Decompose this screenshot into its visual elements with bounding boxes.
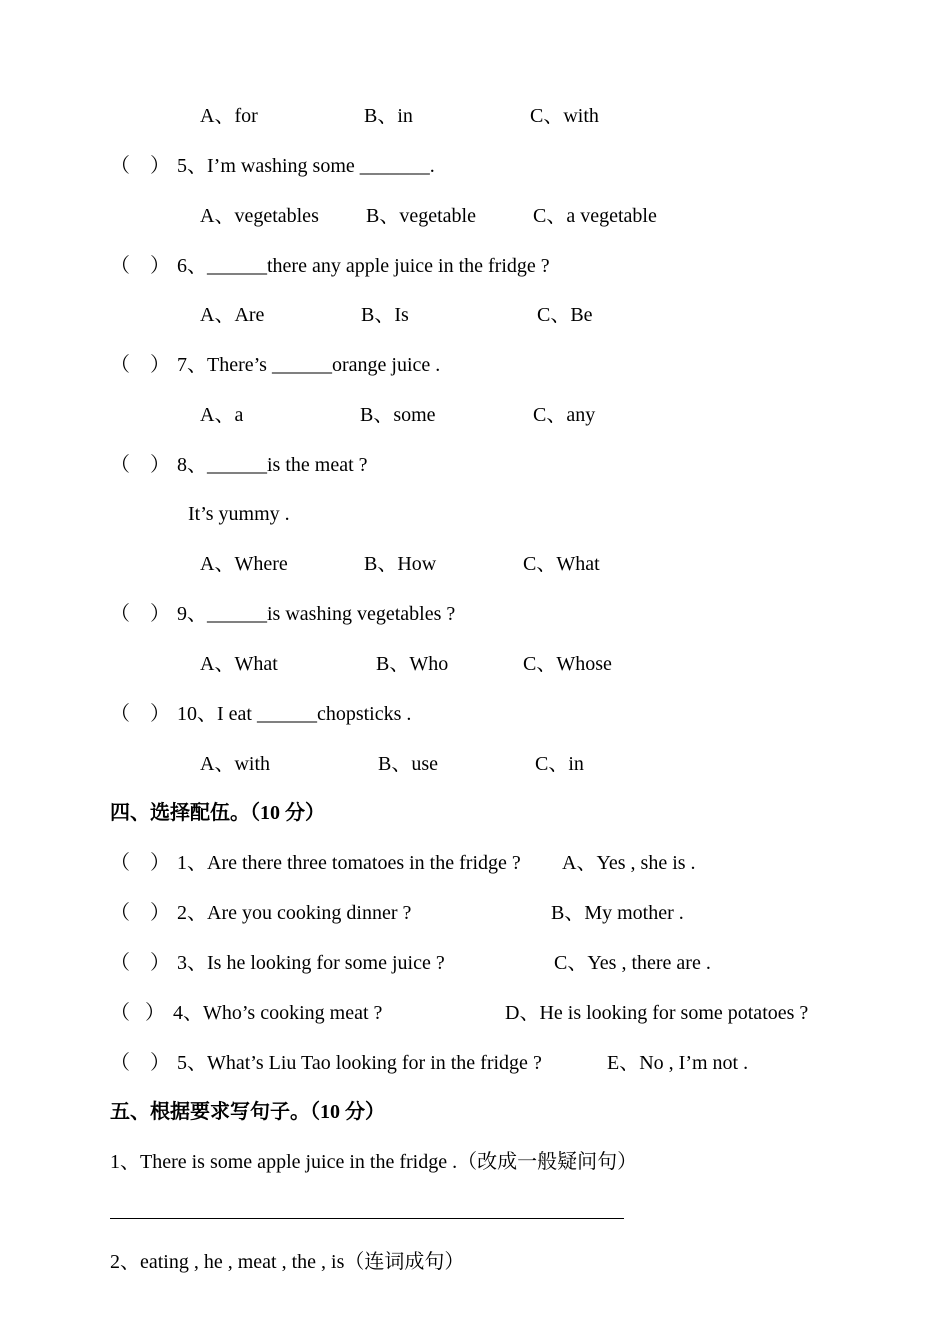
q7-option-a: A、a — [200, 404, 244, 426]
match-a-answer: A、Yes , she is . — [562, 852, 696, 874]
q10-stem: 10、I eat ______chopsticks . — [177, 703, 412, 725]
match-d-answer: D、He is looking for some potatoes ? — [505, 1002, 809, 1024]
q8-answer-blank[interactable]: （ ） — [110, 454, 170, 476]
q5-option-b: B、vegetable — [366, 205, 476, 227]
q10-option-c: C、in — [535, 753, 584, 775]
q5-answer-blank[interactable]: （ ） — [110, 155, 170, 177]
q5-option-a: A、vegetables — [200, 205, 319, 227]
q6-stem: 6、______there any apple juice in the fridge ? — [177, 255, 550, 277]
q9-option-b: B、Who — [376, 653, 449, 675]
q10-answer-blank[interactable]: （ ） — [110, 703, 170, 725]
q9-option-c: C、Whose — [523, 653, 612, 675]
match-4-question: 4、Who’s cooking meat ? — [173, 1002, 383, 1024]
match-e-answer: E、No , I’m not . — [607, 1052, 749, 1074]
q8-option-b: B、How — [364, 553, 437, 575]
match-c-answer: C、Yes , there are . — [554, 952, 711, 974]
q8-option-a: A、Where — [200, 553, 288, 575]
match-b-answer: B、My mother . — [551, 902, 684, 924]
q4-option-a: A、for — [200, 105, 258, 127]
match-5-question: 5、What’s Liu Tao looking for in the fridge ? — [177, 1052, 542, 1074]
match-1-answer-blank[interactable]: （ ） — [110, 852, 170, 874]
q4-option-b: B、in — [364, 105, 413, 127]
q4-option-c: C、with — [530, 105, 599, 127]
match-3-answer-blank[interactable]: （ ） — [110, 952, 170, 974]
q9-option-a: A、What — [200, 653, 278, 675]
match-3-question: 3、Is he looking for some juice ? — [177, 952, 445, 974]
q9-answer-blank[interactable]: （ ） — [110, 603, 170, 625]
q6-answer-blank[interactable]: （ ） — [110, 255, 170, 277]
q5-stem: 5、I’m washing some _______. — [177, 155, 435, 177]
match-5-answer-blank[interactable]: （ ） — [110, 1052, 170, 1074]
q10-option-a: A、with — [200, 753, 270, 775]
q6-option-b: B、Is — [361, 304, 409, 326]
q7-option-b: B、some — [360, 404, 436, 426]
q7-stem: 7、There’s ______orange juice . — [177, 354, 441, 376]
match-2-answer-blank[interactable]: （ ） — [110, 902, 170, 924]
match-4-answer-blank[interactable]: （ ） — [110, 1002, 165, 1024]
q6-option-c: C、Be — [537, 304, 593, 326]
match-1-question: 1、Are there three tomatoes in the fridge ? — [177, 852, 521, 874]
q7-option-c: C、any — [533, 404, 596, 426]
q6-option-a: A、Are — [200, 304, 265, 326]
rewrite-1-prompt: 1、There is some apple juice in the fridge .（改成一般疑问句） — [110, 1151, 638, 1173]
q8-stem: 8、______is the meat ? — [177, 454, 368, 476]
q8-option-c: C、What — [523, 553, 600, 575]
q9-stem: 9、______is washing vegetables ? — [177, 603, 456, 625]
q8-reply: It’s yummy . — [188, 503, 290, 525]
section4-title: 四、选择配伍。（10 分） — [110, 802, 325, 824]
rewrite-2-prompt: 2、eating , he , meat , the , is（连词成句） — [110, 1251, 465, 1273]
q7-answer-blank[interactable]: （ ） — [110, 354, 170, 376]
q10-option-b: B、use — [378, 753, 438, 775]
answer-line[interactable] — [110, 1218, 624, 1219]
section5-title: 五、根据要求写句子。（10 分） — [110, 1101, 385, 1123]
q5-option-c: C、a vegetable — [533, 205, 657, 227]
match-2-question: 2、Are you cooking dinner ? — [177, 902, 412, 924]
